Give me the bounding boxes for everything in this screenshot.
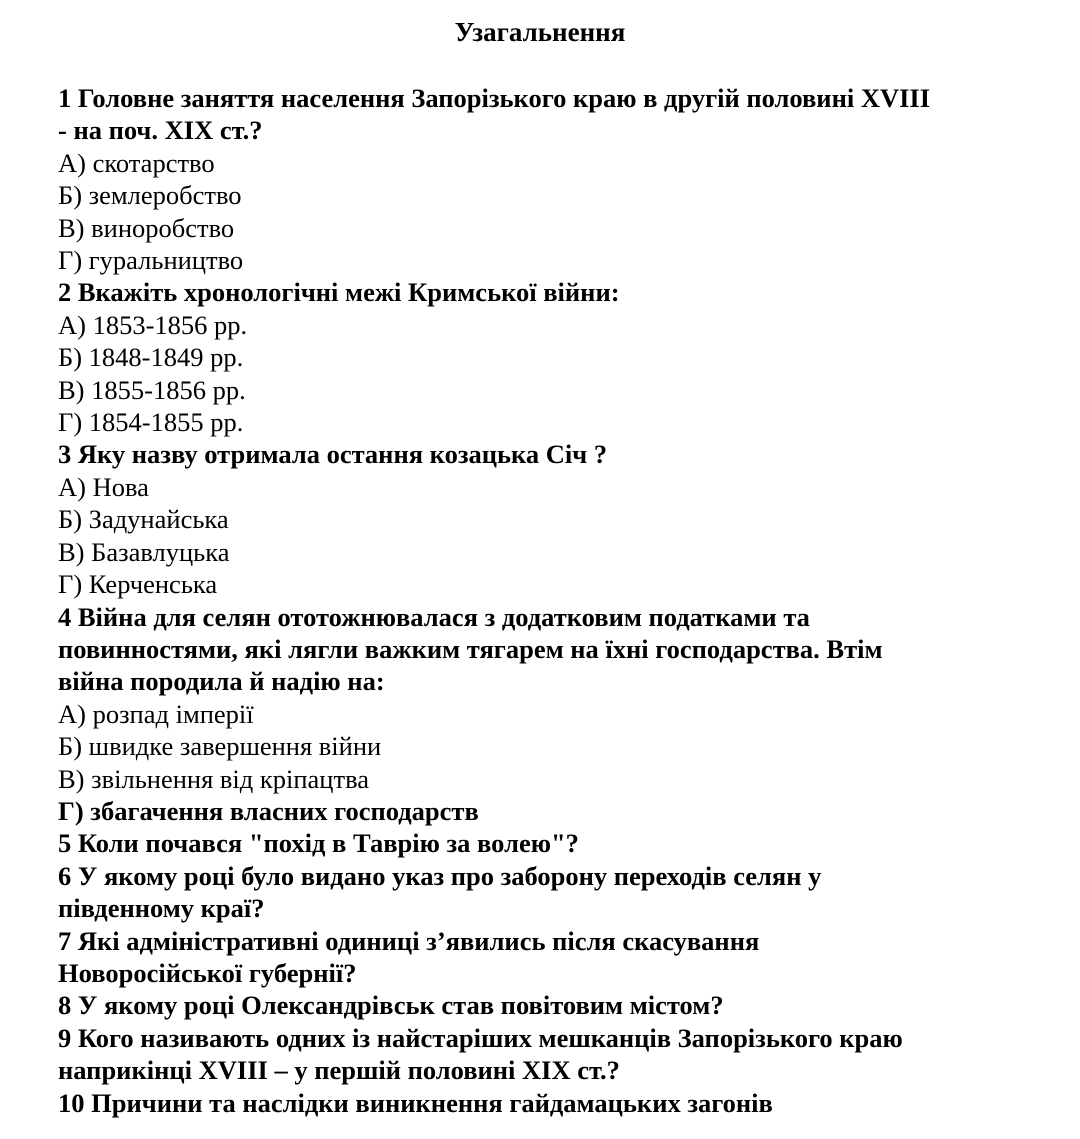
question-2-option-c: В) 1855-1856 рр. — [58, 374, 246, 405]
question-3-option-a: А) Нова — [58, 471, 149, 502]
question-5-line-1: 5 Коли почався "похід в Таврію за волею"? — [58, 828, 579, 859]
question-4-option-a: А) розпад імперії — [58, 698, 254, 729]
question-2-line-1: 2 Вкажіть хронологічні межі Кримської війни: — [58, 277, 620, 308]
question-4-option-b: Б) швидке завершення війни — [58, 731, 382, 762]
question-4-line-3: війна породила й надію на: — [58, 666, 385, 697]
question-4-option-d: Г) збагачення власних господарств — [58, 795, 479, 826]
question-2-option-b: Б) 1848-1849 рр. — [58, 342, 244, 373]
question-8-line-1: 8 У якому році Олександрівськ став повітовим містом? — [58, 990, 724, 1021]
question-1-option-b: Б) землеробство — [58, 180, 242, 211]
question-9-line-1: 9 Кого називають одних із найстаріших мешканців Запорізького краю — [58, 1022, 903, 1053]
questions-list — [58, 82, 1018, 1119]
question-4-option-c: В) звільнення від кріпацтва — [58, 763, 369, 794]
question-3-line-1: 3 Яку назву отримала остання козацька Січ ? — [58, 439, 608, 470]
question-1-line-2: - на поч. XIX ст.? — [58, 115, 263, 146]
page-title: Узагальнення — [454, 17, 626, 47]
question-3-option-b: Б) Задунайська — [58, 504, 229, 535]
question-6-line-2: південному краї? — [58, 893, 265, 924]
question-1-option-d: Г) гуральництво — [58, 245, 244, 276]
question-4-line-1: 4 Війна для селян ототожнювалася з додатковим податками та — [58, 601, 810, 632]
question-7-line-2: Новоросійської губернії? — [58, 957, 357, 988]
question-1-option-c: В) виноробство — [58, 212, 235, 243]
question-1-line-1: 1 Головне заняття населення Запорізького краю в другій половині XVIII — [58, 83, 931, 113]
question-4-line-2: повинностями, які лягли важким тягарем на їхні господарства. Втім — [58, 633, 883, 664]
question-1-option-a: А) скотарство — [58, 147, 215, 178]
question-2-option-a: А) 1853-1856 рр. — [58, 309, 248, 340]
question-7-line-1: 7 Які адміністративні одиниці з’явились після скасування — [58, 925, 760, 956]
question-10-line-1: 10 Причини та наслідки виникнення гайдамацьких загонів — [58, 1087, 773, 1118]
question-3-option-c: В) Базавлуцька — [58, 536, 230, 567]
question-2-option-d: Г) 1854-1855 рр. — [58, 407, 244, 438]
question-3-option-d: Г) Керченська — [58, 569, 218, 600]
question-9-line-2: наприкінці XVIII – у першій половині XIX ст.? — [58, 1055, 620, 1086]
question-6-line-1: 6 У якому році було видано указ про заборону переходів селян у — [58, 860, 822, 891]
